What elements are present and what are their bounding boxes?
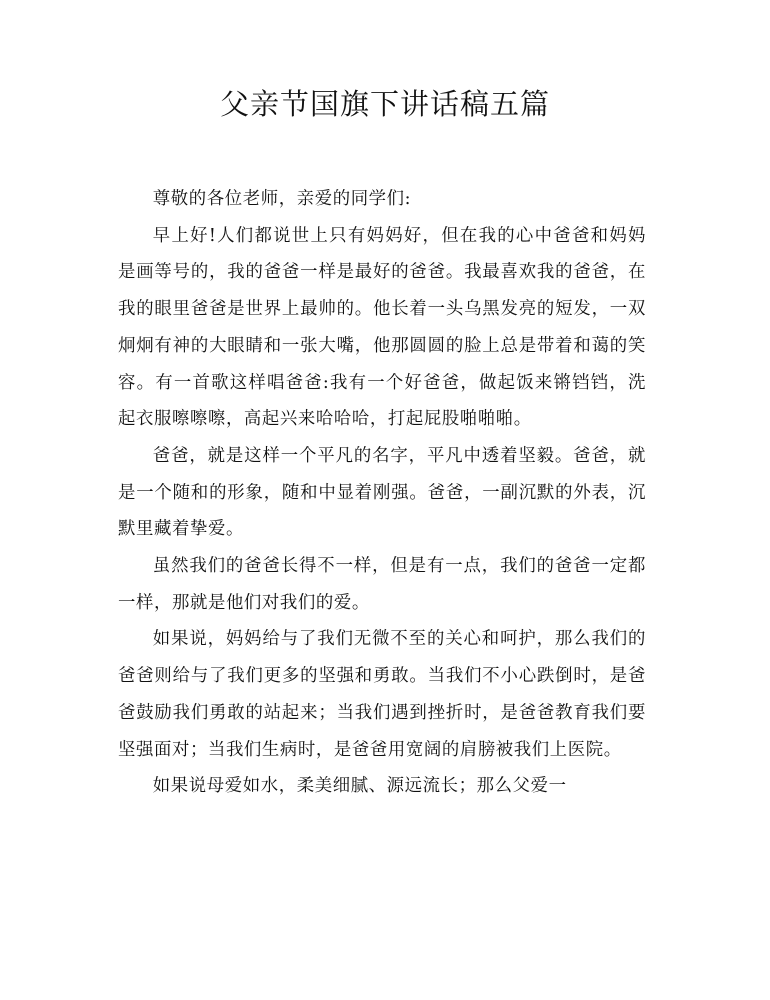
paragraph-1: 早上好!人们都说世上只有妈妈好，但在我的心中爸爸和妈妈是画等号的，我的爸爸一样是最好的爸爸。我最喜欢我的爸爸，在我的眼里爸爸是世界上最帅的。他长着一头乌黑发亮的短发，一双炯炯有神的大眼睛和一张大嘴，他那圆圆的脸上总是带着和蔼的笑容。有一首歌这样唱爸爸:我有一个好爸爸，做起饭来锵铛铛，洗起衣服嚓嚓嚓，高起兴来哈哈哈，打起屁股啪啪啪。 bbox=[118, 225, 646, 430]
paragraph-3: 虽然我们的爸爸长得不一样，但是有一点，我们的爸爸一定都一样，那就是他们对我们的爱。 bbox=[118, 556, 646, 613]
document-title: 父亲节国旗下讲话稿五篇 bbox=[219, 87, 550, 121]
paragraph-greeting: 尊敬的各位老师，亲爱的同学们: bbox=[152, 189, 412, 209]
paragraph-4: 如果说，妈妈给与了我们无微不至的关心和呵护，那么我们的爸爸则给与了我们更多的坚强和勇敢。当我们不小心跌倒时，是爸爸鼓励我们勇敢的站起来；当我们遇到挫折时，是爸爸教育我们要坚强面对；当我们生病时，是爸爸用宽阔的肩膀被我们上医院。 bbox=[118, 629, 646, 760]
paragraph-2: 爸爸，就是这样一个平凡的名字，平凡中透着坚毅。爸爸，就是一个随和的形象，随和中显着刚强。爸爸，一副沉默的外表，沉默里藏着挚爱。 bbox=[118, 445, 646, 540]
paragraph-5: 如果说母爱如水，柔美细腻、源远流长；那么父爱一 bbox=[152, 776, 567, 797]
document-body bbox=[118, 181, 646, 805]
